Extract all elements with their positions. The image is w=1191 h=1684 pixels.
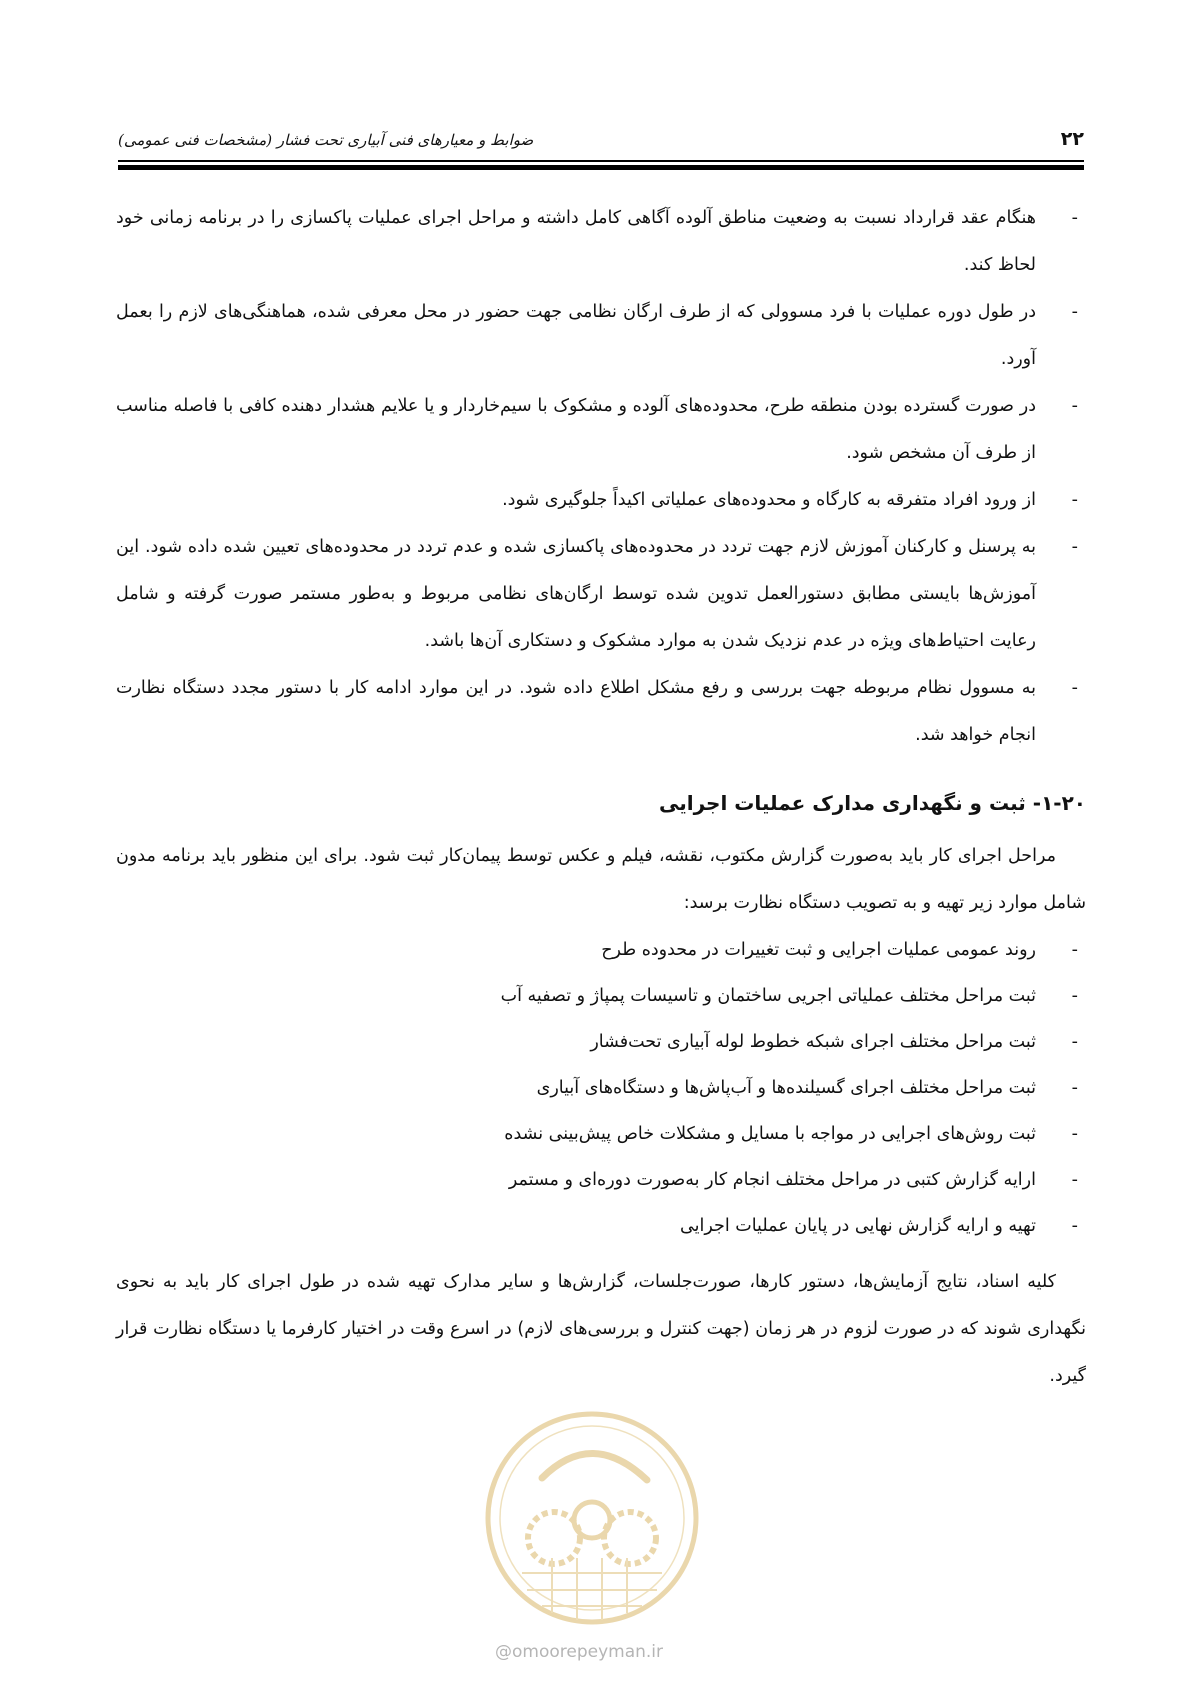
page-content bbox=[116, 195, 1086, 1400]
list-item bbox=[116, 383, 1086, 477]
page-header bbox=[118, 128, 1084, 158]
list-item-text: ثبت مراحل مختلف اجرای شبکه خطوط لوله آبیاری تحت‌فشار bbox=[590, 1032, 1036, 1052]
bullet-dash: - bbox=[1071, 1216, 1078, 1236]
list-item bbox=[116, 195, 1086, 289]
bullet-dash: - bbox=[1071, 678, 1078, 698]
list-item-text: روند عمومی عملیات اجرایی و ثبت تغییرات در محدوده طرح bbox=[601, 940, 1036, 960]
list-item-text: در طول دوره عملیات با فرد مسوولی که از طرف ارگان نظامی جهت حضور در محل معرفی شده، هماهنگی‌های لازم را بعمل آورد. bbox=[116, 302, 1036, 369]
list-item-text: به پرسنل و کارکنان آموزش لازم جهت تردد در محدوده‌های پاکسازی شده و عدم تردد در محدوده‌های تعیین شده داده شود. این آموزش‌ها بایستی مطابق دستورالعمل تدوین شده توسط ارگان‌های نظامی مربوط و به‌طور مستمر صورت گرفته و شامل رعایت احتیاط‌های ویژه در عدم نزدیک شدن به موارد مشکوک و دستکاری آن‌ها باشد. bbox=[116, 537, 1036, 651]
header-rule-thin bbox=[118, 160, 1084, 162]
page-number: ۲۲ bbox=[1060, 128, 1084, 150]
list-item-text: تهیه و ارایه گزارش نهایی در پایان عملیات اجرایی bbox=[680, 1216, 1036, 1236]
header-rule-thick bbox=[118, 165, 1084, 170]
list-item-text: در صورت گسترده بودن منطقه طرح، محدوده‌های آلوده و مشکوک با سیم‌خاردار و یا علایم هشدار دهنده کافی با فاصله مناسب از طرف آن مشخص شود. bbox=[116, 396, 1036, 463]
list-item bbox=[116, 1157, 1086, 1203]
bullet-dash: - bbox=[1071, 940, 1078, 960]
bullet-dash: - bbox=[1071, 537, 1078, 557]
list-item bbox=[116, 1111, 1086, 1157]
list-item bbox=[116, 524, 1086, 665]
list-item bbox=[116, 665, 1086, 759]
bullet-dash: - bbox=[1071, 1124, 1078, 1144]
list-item bbox=[116, 477, 1086, 524]
paragraph-closing: کلیه اسناد، نتایج آزمایش‌ها، دستور کارها، صورت‌جلسات، گزارش‌ها و سایر مدارک تهیه شده در طول اجرای کار باید به نحوی نگهداری شوند که در صورت لزوم در هر زمان (جهت کنترل و بررسی‌های لازم) در اسرع وقت در اختیار کارفرما یا دستگاه نظارت قرار گیرد. bbox=[116, 1272, 1086, 1386]
paragraph-intro: مراحل اجرای کار باید به‌صورت گزارش مکتوب، نقشه، فیلم و عکس توسط پیمان‌کار ثبت شود. برای این منظور باید برنامه مدون شامل موارد زیر تهیه و به تصویب دستگاه نظارت برسد: bbox=[116, 846, 1086, 913]
bullet-dash: - bbox=[1071, 302, 1078, 322]
list-item-text: ثبت مراحل مختلف عملیاتی اجریی ساختمان و تاسیسات پمپاژ و تصفیه آب bbox=[500, 986, 1036, 1006]
bullet-dash: - bbox=[1071, 1170, 1078, 1190]
list-item bbox=[116, 927, 1086, 973]
bullet-dash: - bbox=[1071, 396, 1078, 416]
watermark-url: @omoorepeyman.ir bbox=[495, 1642, 664, 1662]
bullet-dash: - bbox=[1071, 208, 1078, 228]
list-item-text: ثبت مراحل مختلف اجرای گسیلنده‌ها و آب‌پاش‌ها و دستگاه‌های آبیاری bbox=[536, 1078, 1036, 1098]
list-item bbox=[116, 1065, 1086, 1111]
list-item-text: هنگام عقد قرارداد نسبت به وضعیت مناطق آلوده آگاهی کامل داشته و مراحل اجرای عملیات پاکسازی را در برنامه زمانی خود لحاظ کند. bbox=[116, 208, 1036, 275]
list-item-text: از ورود افراد متفرقه به کارگاه و محدوده‌های عملیاتی اکیداً جلوگیری شود. bbox=[502, 490, 1036, 510]
list-item-text: ثبت روش‌های اجرایی در مواجه با مسایل و مشکلات خاص پیش‌بینی نشده bbox=[504, 1124, 1036, 1144]
list-item bbox=[116, 1019, 1086, 1065]
section-number: ۱-۲۰- bbox=[1032, 791, 1086, 815]
bullet-dash: - bbox=[1071, 1032, 1078, 1052]
watermark-stamp-logo bbox=[482, 1408, 702, 1628]
bullet-dash: - bbox=[1071, 986, 1078, 1006]
list-item bbox=[116, 1203, 1086, 1249]
bullet-dash: - bbox=[1071, 490, 1078, 510]
intro-list bbox=[116, 195, 1086, 759]
list-item-text: ارایه گزارش کتبی در مراحل مختلف انجام کار به‌صورت دوره‌ای و مستمر bbox=[508, 1170, 1036, 1190]
list-item bbox=[116, 289, 1086, 383]
records-list bbox=[116, 927, 1086, 1249]
bullet-dash: - bbox=[1071, 1078, 1078, 1098]
list-item-text: به مسوول نظام مربوطه جهت بررسی و رفع مشکل اطلاع داده شود. در این موارد ادامه کار با دستور مجدد دستگاه نظارت انجام خواهد شد. bbox=[116, 678, 1036, 745]
running-title: ضوابط و معیارهای فنی آبیاری تحت فشار (مشخصات فنی عمومی) bbox=[118, 131, 534, 149]
section-heading bbox=[116, 783, 1086, 823]
list-item bbox=[116, 973, 1086, 1019]
section-title: ثبت و نگهداری مدارک عملیات اجرایی bbox=[659, 791, 1026, 815]
